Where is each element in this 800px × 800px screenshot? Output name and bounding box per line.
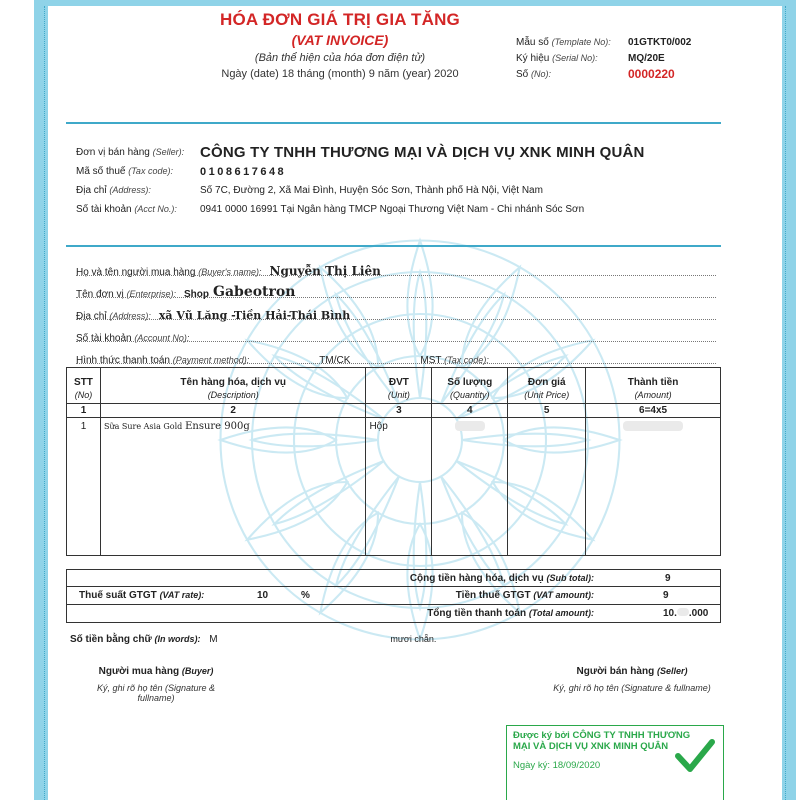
- seller-address-label: Địa chỉ: [76, 185, 107, 196]
- stamp-date: 18/09/2020: [552, 760, 601, 771]
- item-description: Ensure 900g: [185, 421, 250, 432]
- words-value: M: [209, 634, 218, 645]
- seller-account: 0941 0000 16991 Tại Ngân hàng TMCP Ngoại Thương Việt Nam - Chi nhánh Sóc Sơn: [200, 204, 585, 215]
- total-row: [66, 605, 721, 623]
- col-header-quantity: Số lượng: [432, 368, 508, 388]
- sign-note: Ký, ghi rõ họ tên: [553, 683, 619, 693]
- no-label-en: (No):: [531, 68, 552, 79]
- total-value: [663, 608, 708, 619]
- buyer-signature-label-en: (Buyer): [181, 666, 214, 676]
- item-amount: [586, 418, 721, 556]
- invoice-title: HÓA ĐƠN GIÁ TRỊ GIA TĂNG: [220, 10, 460, 29]
- table-row: [67, 418, 721, 556]
- payment-label-en: (Payment method):: [172, 355, 250, 365]
- subtotal-row: [66, 569, 721, 587]
- col-sub-unit: (Unit): [366, 388, 432, 404]
- seller-name-label: Đơn vị bán hàng: [76, 147, 150, 158]
- vat-amount-label-en: (VAT amount):: [533, 590, 594, 600]
- buyer-signature-label: Người mua hàng: [98, 666, 180, 677]
- seller-address-label-en: (Address):: [109, 185, 151, 195]
- digital-signature-stamp: [506, 725, 724, 800]
- serial-label: Ký hiệu: [516, 52, 550, 64]
- template-value: 01GTKT0/002: [628, 36, 692, 48]
- seller-address: Số 7C, Đường 2, Xã Mai Đình, Huyện Sóc Sơn, Thành phố Hà Nội, Việt Nam: [200, 185, 543, 196]
- vat-rate: 10: [257, 590, 269, 601]
- item-description-cell: [100, 418, 365, 556]
- invoice-number: 0000220: [628, 67, 675, 81]
- totals-block: [66, 569, 721, 623]
- invoice-title-block: [200, 10, 480, 80]
- template-label-en: (Template No):: [551, 36, 611, 47]
- invoice-note: (Bản thể hiện của hóa đơn điện tử): [254, 52, 426, 64]
- item-unit: Hộp: [366, 418, 432, 556]
- words-label-en: (In words):: [154, 634, 201, 644]
- table-subheader-row: [67, 388, 721, 404]
- total-value-a: 10.: [663, 608, 677, 619]
- amount-in-words: [70, 634, 720, 645]
- stamp-line-2: MẠI VÀ DỊCH VỤ XNK MINH QUÂN: [513, 741, 669, 752]
- seller-name: CÔNG TY TNHH THƯƠNG MẠI VÀ DỊCH VỤ XNK MINH QUÂN: [200, 144, 645, 161]
- col-header-description: Tên hàng hóa, dịch vụ: [100, 368, 365, 388]
- col-index: 5: [508, 404, 586, 418]
- serial-value: MQ/20E: [628, 52, 665, 64]
- invoice-meta: [516, 34, 691, 82]
- col-sub-amount: (Amount): [586, 388, 721, 404]
- buyer-name: Nguyễn Thị Liên: [269, 264, 381, 278]
- table-header-row: [67, 368, 721, 388]
- col-header-no: STT: [67, 368, 101, 388]
- item-no: 1: [67, 418, 101, 556]
- col-sub-description: (Description): [100, 388, 365, 404]
- buyer-address-label: Địa chỉ: [76, 311, 107, 322]
- seller-signature-label-en: (Seller): [656, 666, 688, 676]
- seller-account-label: Số tài khoản: [76, 204, 132, 215]
- total-label-en: (Total amount):: [528, 608, 594, 618]
- stamp-date-label: Ngày ký:: [513, 760, 550, 771]
- seller-signature: [532, 666, 732, 693]
- words-label: Số tiền bằng chữ: [70, 634, 152, 645]
- seller-name-label-en: (Seller):: [152, 147, 185, 157]
- item-quantity: [432, 418, 508, 556]
- seller-block: [76, 143, 645, 219]
- buyer-name-label-en: (Buyer's name):: [198, 267, 262, 277]
- seller-tax-code: 0108617648: [200, 165, 287, 178]
- item-description-small: Sữa Sure Asia Gold: [103, 422, 183, 431]
- buyer-account-label: Số tài khoản: [76, 333, 132, 344]
- item-price: [508, 418, 586, 556]
- buyer-address: xã Vũ Lăng -Tiền Hải-Thái Bình: [158, 309, 351, 322]
- invoice-subtitle: (VAT INVOICE): [291, 32, 389, 48]
- seller-signature-label: Người bán hàng: [576, 666, 655, 677]
- col-sub-no: (No): [67, 388, 101, 404]
- no-label: Số: [516, 68, 529, 80]
- vat-row: [66, 587, 721, 605]
- vat-rate-label-en: (VAT rate):: [159, 590, 205, 600]
- subtotal-label: Cộng tiền hàng hóa, dịch vụ: [409, 572, 544, 584]
- col-index: 4: [432, 404, 508, 418]
- template-label: Mẫu số: [516, 36, 549, 48]
- invoice-date: Ngày (date) 18 tháng (month) 9 năm (year) 2020: [221, 68, 459, 80]
- divider: [66, 245, 721, 247]
- col-index: 2: [100, 404, 365, 418]
- seller-tax-label: Mã số thuế: [76, 166, 126, 177]
- serial-label-en: (Serial No):: [552, 52, 598, 63]
- buyer-enterprise-label: Tên đơn vị: [76, 289, 124, 300]
- vat-amount-value: 9: [663, 590, 669, 601]
- col-index: 3: [366, 404, 432, 418]
- vat-amount-label: Tiền thuế GTGT: [455, 590, 531, 601]
- buyer-name-label: Họ và tên người mua hàng: [76, 267, 196, 278]
- total-label: Tổng tiền thanh toán: [427, 608, 527, 619]
- buyer-enterprise-label-en: (Enterprise):: [126, 289, 176, 299]
- seller-tax-label-en: (Tax code):: [128, 166, 173, 176]
- vat-rate-unit: %: [301, 590, 310, 601]
- words-tail: mươi chẵn.: [390, 634, 437, 644]
- buyer-enterprise-prefix: Shop: [184, 289, 209, 300]
- sign-note-en: (Signature & fullname): [621, 683, 711, 693]
- payment-label: Hình thức thanh toán: [76, 355, 170, 366]
- buyer-address-label-en: (Address):: [109, 311, 151, 321]
- vat-rate-label: Thuế suất GTGT: [79, 590, 157, 601]
- buyer-account-label-en: (Account No):: [134, 333, 190, 343]
- sign-note-en: (Signature & fullname): [137, 683, 216, 703]
- col-header-unit: ĐVT: [366, 368, 432, 388]
- payment-method: TM/CK: [319, 355, 351, 366]
- buyer-signature: [86, 666, 226, 703]
- buyer-block: [76, 256, 716, 366]
- items-table: [66, 367, 721, 556]
- divider: [66, 122, 721, 124]
- buyer-enterprise: Gabeotron: [213, 284, 296, 300]
- stamp-line-1: Được ký bởi CÔNG TY TNHH THƯƠNG: [513, 730, 691, 741]
- checkmark-icon: [675, 738, 715, 774]
- col-index: 1: [67, 404, 101, 418]
- col-sub-price: (Unit Price): [508, 388, 586, 404]
- buyer-mst-label-en: (Tax code):: [444, 355, 489, 365]
- seller-account-label-en: (Acct No.):: [134, 204, 177, 214]
- col-index: 6=4x5: [586, 404, 721, 418]
- subtotal-label-en: (Sub total):: [546, 572, 594, 583]
- col-sub-quantity: (Quantity): [432, 388, 508, 404]
- subtotal-value: 9: [665, 572, 671, 584]
- table-index-row: [67, 404, 721, 418]
- col-header-amount: Thành tiền: [586, 368, 721, 388]
- buyer-mst-label: MST: [420, 355, 442, 366]
- sign-note: Ký, ghi rõ họ tên: [96, 683, 163, 693]
- total-value-b: .000: [688, 608, 709, 619]
- col-header-price: Đơn giá: [508, 368, 586, 388]
